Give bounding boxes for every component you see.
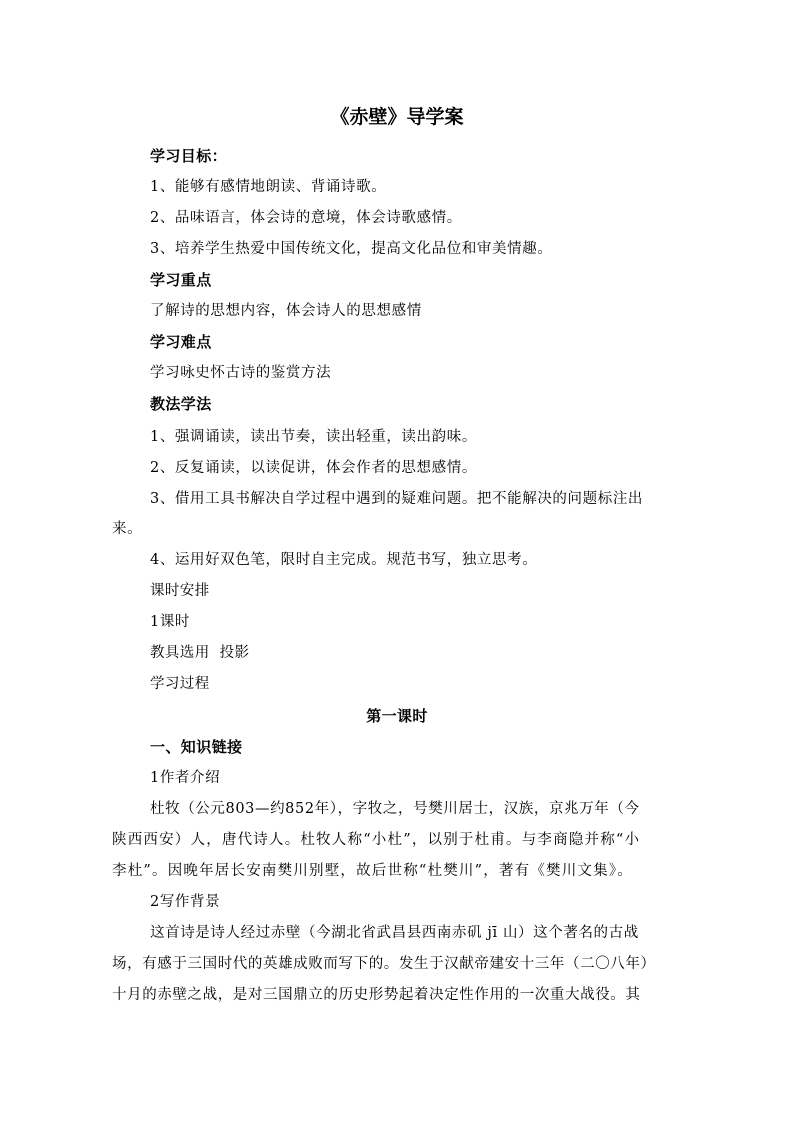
- objective-item: 2、品味语言，体会诗的意境，体会诗歌感情。: [150, 210, 462, 226]
- background-heading: 2写作背景: [150, 894, 221, 910]
- section-heading: 一、知识链接: [150, 738, 243, 756]
- tools-text: 教具选用 投影: [150, 645, 250, 661]
- key-points-heading: 学习重点: [150, 271, 212, 289]
- author-heading: 1作者介绍: [150, 770, 221, 786]
- method-item: 3、借用工具书解决自学过程中遇到的疑难问题。把不能解决的问题标注出: [150, 491, 644, 507]
- method-item: 2、反复诵读，以读促讲，体会作者的思想感情。: [150, 460, 477, 476]
- background-paragraph-line: 场，有感于三国时代的英雄成败而写下的。发生于汉献帝建安十三年（二〇八年）: [112, 956, 656, 972]
- methods-heading: 教法学法: [150, 395, 212, 413]
- schedule-heading: 课时安排: [150, 583, 210, 599]
- author-paragraph-line: 陕西西安）人，唐代诗人。杜牧人称“小杜”，以别于杜甫。与李商隐并称“小: [112, 832, 641, 848]
- author-paragraph-line: 李杜”。因晚年居长安南樊川别墅，故后世称“杜樊川”，著有《樊川文集》。: [112, 863, 633, 879]
- schedule-text: 1课时: [150, 614, 191, 630]
- objective-item: 1、能够有感情地朗读、背诵诗歌。: [150, 179, 387, 195]
- key-points-text: 了解诗的思想内容，体会诗人的思想感情: [150, 303, 422, 319]
- objectives-heading: 学习目标：: [150, 147, 228, 165]
- lesson-heading: 第一课时: [366, 707, 428, 725]
- background-paragraph-line: 十月的赤壁之战，是对三国鼎立的历史形势起着决定性作用的一次重大战役。其: [112, 987, 641, 1003]
- document-title: 《赤壁》导学案: [330, 106, 464, 128]
- method-item: 1、强调诵读，读出节奏，读出轻重，读出韵味。: [150, 429, 477, 445]
- background-paragraph-line: 这首诗是诗人经过赤壁（今湖北省武昌县西南赤矶 jī 山）这个著名的古战: [150, 925, 639, 941]
- method-item-continuation: 来。: [112, 521, 143, 537]
- objective-item: 3、培养学生热爱中国传统文化，提高文化品位和审美情趣。: [150, 241, 553, 257]
- difficulties-text: 学习咏史怀古诗的鉴赏方法: [150, 365, 332, 381]
- author-paragraph-line: 杜牧（公元803—约852年），字牧之，号樊川居士，汉族，京兆万年（今: [150, 801, 640, 817]
- difficulties-heading: 学习难点: [150, 333, 212, 351]
- process-heading: 学习过程: [150, 676, 210, 692]
- method-item: 4、运用好双色笔，限时自主完成。规范书写，独立思考。: [150, 552, 538, 568]
